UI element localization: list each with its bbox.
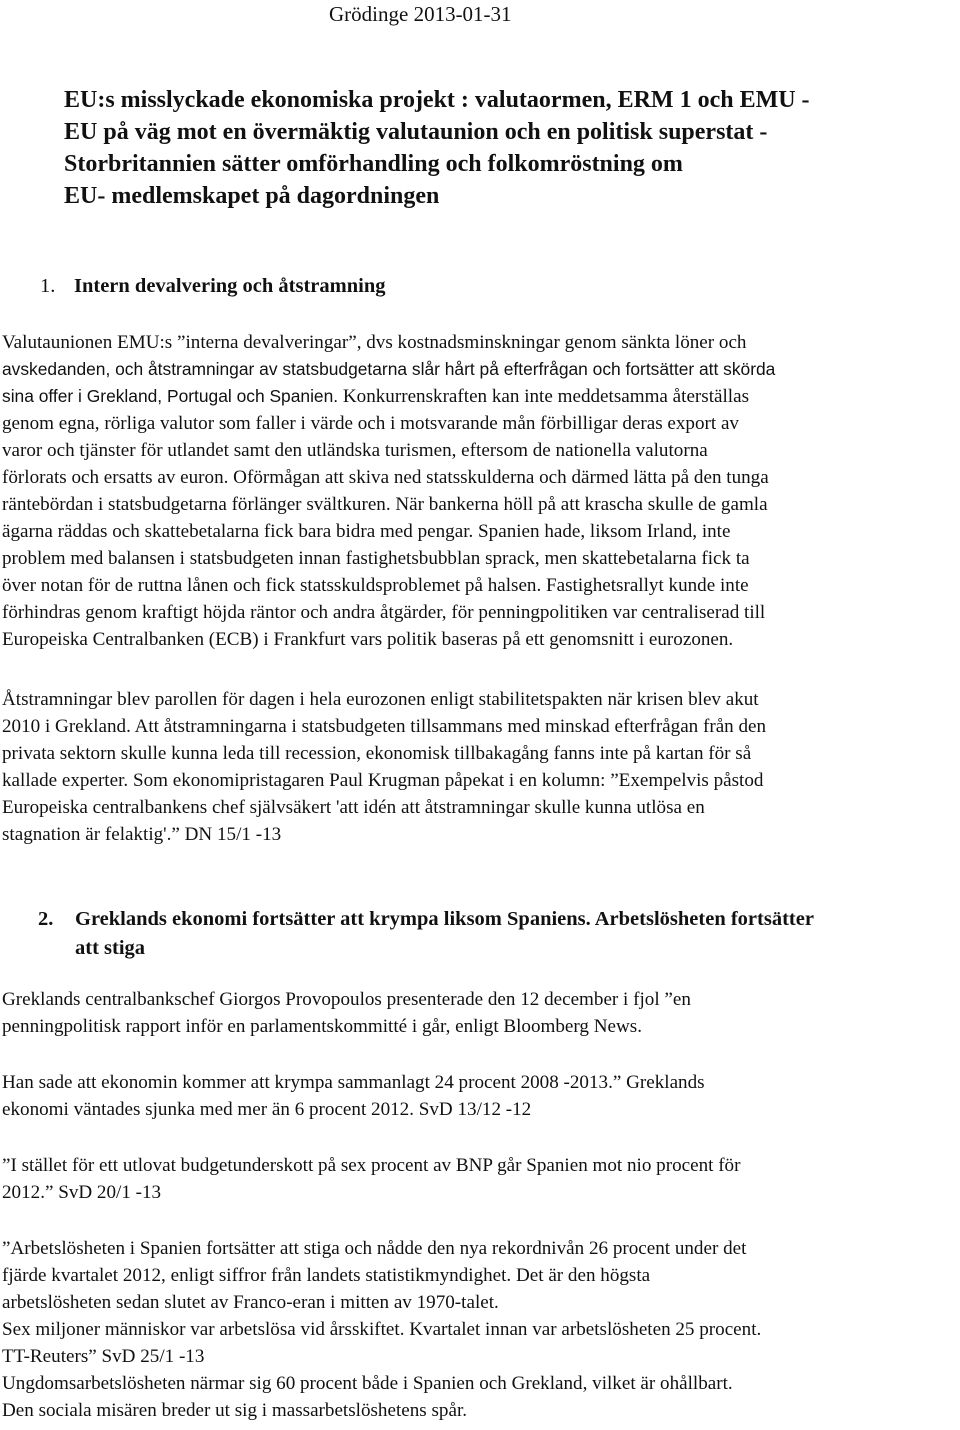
title-line: Storbritannien sätter omförhandling och folkomröstning om (64, 151, 683, 177)
text-line: 2012.” SvD 20/1 -13 (2, 1182, 162, 1203)
text-run: Konkurrenskraften kan inte meddetsamma återställas (338, 386, 750, 407)
text-run: Som ekonomipristagaren Paul Krugman påpekat i en kolumn: ”Exempelvis påstod (128, 770, 764, 791)
text-run: Spanien hade, liksom Irland, inte (473, 521, 731, 542)
text-line: arbetslösheten sedan slutet av Franco-eran i mitten av 1970-talet. (2, 1292, 499, 1313)
title-line: EU på väg mot en övermäktig valutaunion och en politisk superstat - (64, 119, 768, 145)
text-line: ”I stället för ett utlovat budgetunderskott på sex procent av BNP går Spanien mot nio procent för (2, 1155, 741, 1176)
text-line: varor och tjänster för utlandet samt den utländska turismen, eftersom de nationella valutorna (2, 440, 708, 461)
text-line: Ungdomsarbetslösheten närmar sig 60 procent både i Spanien och Grekland, vilket är ohållbart. (2, 1373, 733, 1394)
text-run: 2010 i Grekland. (2, 716, 131, 737)
text-line: Den sociala misären breder ut sig i massarbetslöshetens spår. (2, 1400, 468, 1421)
text-line: Han sade att ekonomin kommer att krympa sammanlagt 24 procent 2008 -2013.” Greklands (2, 1072, 705, 1093)
section-1-heading (40, 272, 385, 300)
text-run: räntebördan i statsbudgetarna förlänger sväl​tkuren. (2, 494, 391, 515)
text-line: avskedanden, och åtstramningar av statsbudgetarna slår hårt på efterfrågan och fortsätter att skörda (2, 359, 776, 379)
text-line: Europeiska centralbankens chef självsäkert 'att idén att åtstramningar skulle kunna utlösa en (2, 797, 705, 818)
section-2-heading-text: Greklands ekonomi fortsätter att krympa liksom Spaniens. Arbetslösheten fortsätter (75, 908, 814, 930)
title-line: EU:s misslyckade ekonomiska projekt : valutaormen, ERM 1 och EMU - (64, 87, 810, 113)
text-run: sina offer i Grekland, Portugal och Spanien. (2, 386, 339, 406)
text-line: Greklands centralbankschef Giorgos Provopoulos presenterade den 12 december i fjol ”en (2, 989, 691, 1010)
text-run: Att åtstramningarna i statsbudgeten tillsammans med minskad efterfrågan från den (130, 716, 767, 737)
title-line: EU- medlemskapet på dagordningen (64, 183, 440, 209)
section-1-paragraph-2 (2, 686, 957, 848)
text-line: Europeiska Centralbanken (ECB) i Frankfurt vars politik baseras på ett genomsnitt i eurozonen. (2, 629, 734, 650)
section-1-heading-text: Intern devalvering och åtstramning (74, 275, 386, 297)
section-1-paragraph-1 (2, 329, 957, 653)
text-run: När bankerna höll på att krascha skulle de gamla (390, 494, 768, 515)
text-line: genom egna, rörliga valutor som faller i värde och i motsvarande mån förbilligar deras export av (2, 413, 739, 434)
section-2-number: 2. (38, 908, 54, 930)
text-run: Oförmågan att skiva ned statsskulderna och därmed lätta på den tunga (228, 467, 769, 488)
section-2-paragraph-3 (2, 1152, 957, 1206)
text-run: förlorats och ersatts av euron. (2, 467, 229, 488)
text-run: kallade experter. (2, 770, 129, 791)
section-2-heading (38, 905, 938, 963)
text-line: privata sektorn skulle kunna leda till recession, ekonomisk tillbakagång fanns inte på kartan för så (2, 743, 752, 764)
text-line: TT-Reuters” SvD 25/1 -13 (2, 1346, 205, 1367)
text-line: Åtstramningar blev parollen för dagen i hela eurozonen enligt stabilitetspakten när krisen blev akut (2, 689, 759, 710)
text-line: ”Arbetslösheten i Spanien fortsätter att stiga och nådde den nya rekordnivån 26 procent under det (2, 1238, 747, 1259)
section-2-heading-text: att stiga (75, 937, 146, 959)
text-line: penningpolitisk rapport inför en parlamentskommitté i går, enligt Bloomberg News. (2, 1016, 642, 1037)
section-2-paragraph-4 (2, 1235, 957, 1424)
text-run: Fastighetsrallyt kunde inte (541, 575, 749, 596)
section-1-number: 1. (40, 275, 56, 297)
dateline: Grödinge 2013-01-31 (329, 2, 512, 26)
document-title (64, 84, 944, 212)
text-line: problem med balansen i statsbudgeten innan fastighetsbubblan sprack, men skattebetalarna fick ta (2, 548, 750, 569)
text-line: Valutaunionen EMU:s ”interna devalveringar”, dvs kostnadsminskningar genom sänkta löner och (2, 332, 747, 353)
text-line: ekonomi väntades sjunka med mer än 6 procent 2012. SvD 13/12 -12 (2, 1099, 532, 1120)
text-line: förhindras genom kraftigt höjda räntor och andra åtgärder, för penningpolitiken var centraliserad till (2, 602, 766, 623)
section-2-paragraph-1 (2, 986, 957, 1040)
section-2-paragraph-2 (2, 1069, 957, 1123)
text-line: Sex miljoner människor var arbetslösa vid årsskiftet. Kvartalet innan var arbetslösheten 25 procent. (2, 1319, 762, 1340)
text-run: över notan för de ruttna lånen och fick statsskuldsproblemet på halsen. (2, 575, 542, 596)
text-line: fjärde kvartalet 2012, enligt siffror från landets statistikmyndighet. Det är den högsta (2, 1265, 651, 1286)
text-run: ägarna räddas och skattebetalarna fick bara bidra med pengar. (2, 521, 474, 542)
text-line: stagnation är felaktig'.” DN 15/1 -13 (2, 824, 282, 845)
